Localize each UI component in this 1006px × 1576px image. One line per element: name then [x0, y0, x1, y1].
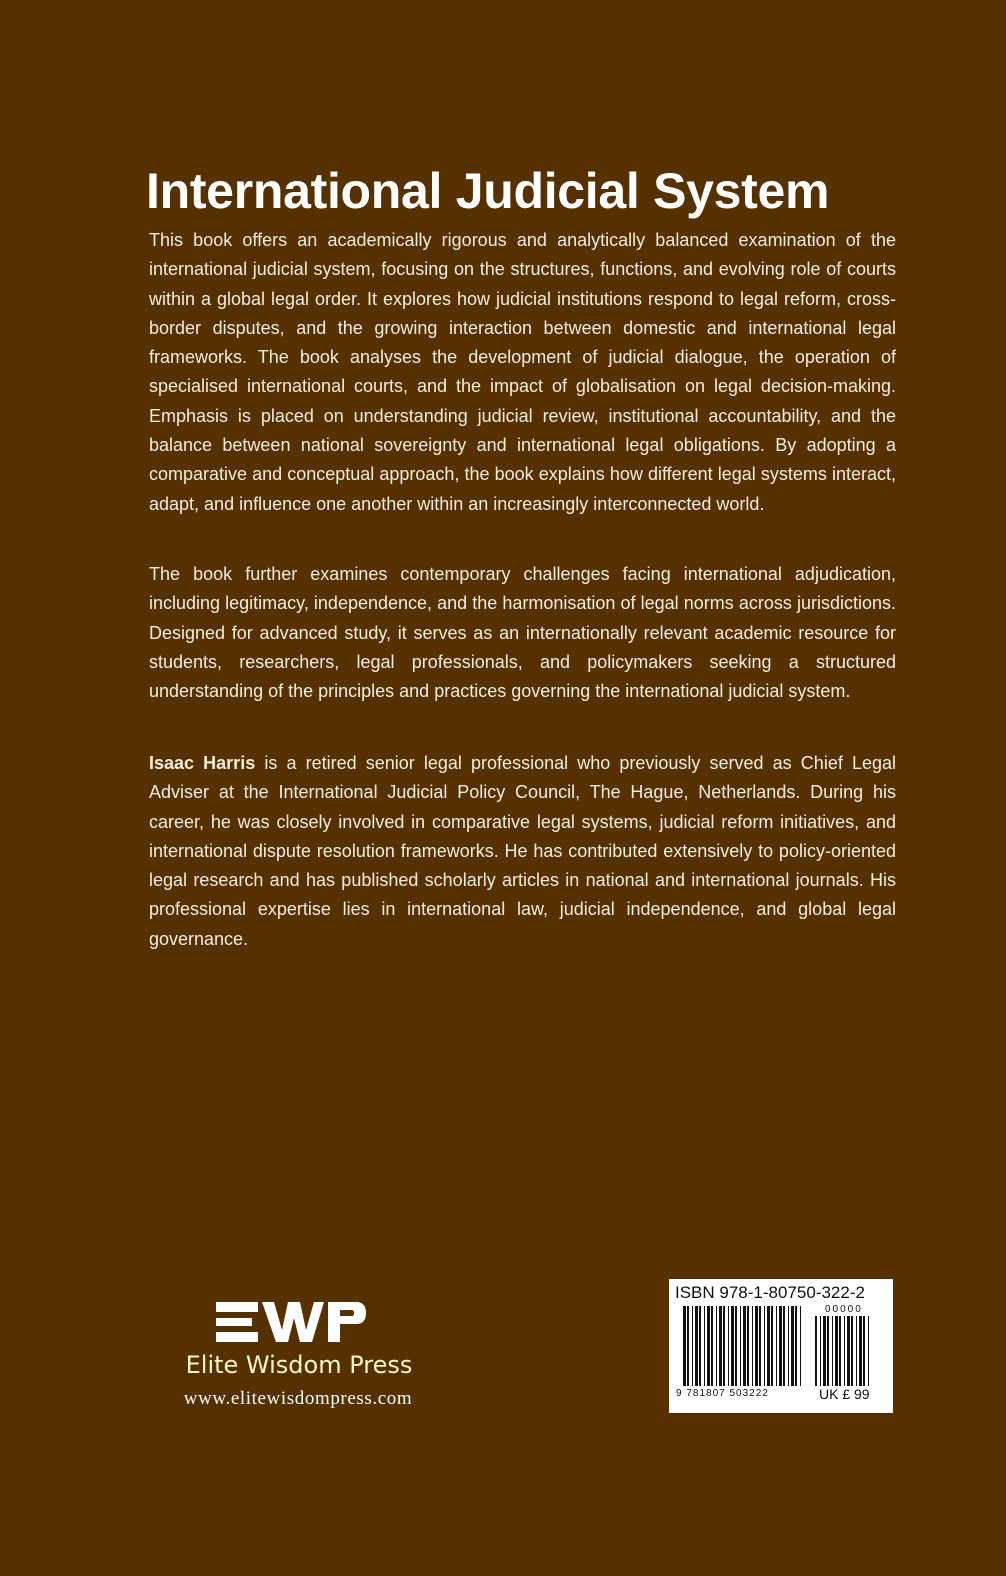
barcode-addon-digits: 00000	[825, 1304, 863, 1315]
author-bio-text: is a retired senior legal professional who previously served as Chief Legal Adviser at the International Judicial Policy Council, The Hague, Netherlands. During his career, he was closely involved in comparative legal systems, judicial reform initiatives, and international dispute resolution frameworks. He has contributed extensively to policy-oriented legal research and has published scholarly articles in national and international journals. His professional expertise lies in international law, judicial independence, and global legal governance.	[149, 753, 896, 949]
barcode-bar	[759, 1306, 761, 1386]
isbn-label: ISBN 978-1-80750-322-2	[675, 1283, 865, 1302]
barcode-bar	[863, 1316, 865, 1386]
author-bio	[149, 749, 896, 954]
barcode-bar	[783, 1306, 785, 1386]
barcode-bar	[795, 1306, 797, 1386]
barcode-bar	[723, 1306, 725, 1386]
book-title: International Judicial System	[146, 163, 830, 219]
barcode-bar	[755, 1306, 758, 1386]
barcode-bar	[728, 1306, 729, 1386]
barcode-bar	[735, 1306, 737, 1386]
barcode-bar	[711, 1306, 713, 1386]
author-name: Isaac Harris	[149, 753, 256, 773]
barcode-bar	[851, 1316, 853, 1386]
barcode-bar	[699, 1306, 701, 1386]
barcode-bar	[847, 1316, 850, 1386]
barcode-bar	[771, 1306, 773, 1386]
publisher-name: Elite Wisdom Press	[185, 1351, 413, 1379]
barcode-bar	[827, 1316, 829, 1386]
barcode-bar	[707, 1306, 710, 1386]
barcode-bar	[695, 1306, 698, 1386]
barcode-bar	[859, 1316, 862, 1386]
barcode-bar	[752, 1306, 753, 1386]
publisher-logo-mark	[216, 1296, 366, 1346]
barcode-digits: 9 781807 503222	[676, 1388, 769, 1399]
barcode-bar	[791, 1306, 794, 1386]
publisher-url: www.elitewisdompress.com	[183, 1388, 413, 1409]
price: UK £ 99	[819, 1386, 870, 1402]
barcode-bar	[687, 1306, 689, 1386]
barcode-bar	[800, 1306, 801, 1386]
barcode-bar	[767, 1306, 770, 1386]
barcode-bar	[835, 1316, 838, 1386]
barcode-bar	[868, 1316, 869, 1386]
barcode-bar	[747, 1306, 749, 1386]
barcode-bar	[731, 1306, 734, 1386]
barcode-bar	[839, 1316, 841, 1386]
barcode-bar	[832, 1316, 833, 1386]
publisher-logo	[148, 1296, 448, 1416]
barcode-bar	[683, 1306, 686, 1386]
barcode-bar	[719, 1306, 722, 1386]
barcode-bar	[716, 1306, 717, 1386]
barcode-bar	[856, 1316, 857, 1386]
description-paragraph: This book offers an academically rigorous and analytically balanced examination of the international judicial system, focusing on the structures, functions, and evolving role of courts within a global legal order. It explores how judicial institutions respond to legal reform, cross-border disputes, and the growing interaction between domestic and international legal frameworks. The book analyses the development of judicial dialogue, the operation of specialised international courts, and the impact of globalisation on legal decision-making. Emphasis is placed on understanding judicial review, institutional accountability, and the balance between national sovereignty and international legal obligations. By adopting a comparative and conceptual approach, the book explains how different legal systems interact, adapt, and influence one another within an increasingly interconnected world.	[149, 230, 896, 514]
barcode-bar	[776, 1306, 777, 1386]
barcode-bar	[764, 1306, 765, 1386]
description-paragraph: The book further examines contemporary challenges facing international adjudication, including legitimacy, independence, and the harmonisation of legal norms across jurisdictions. Designed for advanced study, it serves as an internationally relevant academic resource for students, researchers, legal professionals, and policymakers seeking a structured understanding of the principles and practices governing the international judicial system.	[149, 564, 896, 702]
barcode-bar	[704, 1306, 705, 1386]
barcode-bar	[844, 1316, 845, 1386]
isbn-barcode	[669, 1279, 893, 1413]
barcode-bar	[779, 1306, 782, 1386]
barcode-bar	[740, 1306, 741, 1386]
barcode-bar	[823, 1316, 826, 1386]
barcode-bar	[692, 1306, 693, 1386]
barcode-bar	[820, 1316, 821, 1386]
barcode-bar	[788, 1306, 789, 1386]
barcode-bar	[743, 1306, 746, 1386]
barcode-bar	[815, 1316, 817, 1386]
